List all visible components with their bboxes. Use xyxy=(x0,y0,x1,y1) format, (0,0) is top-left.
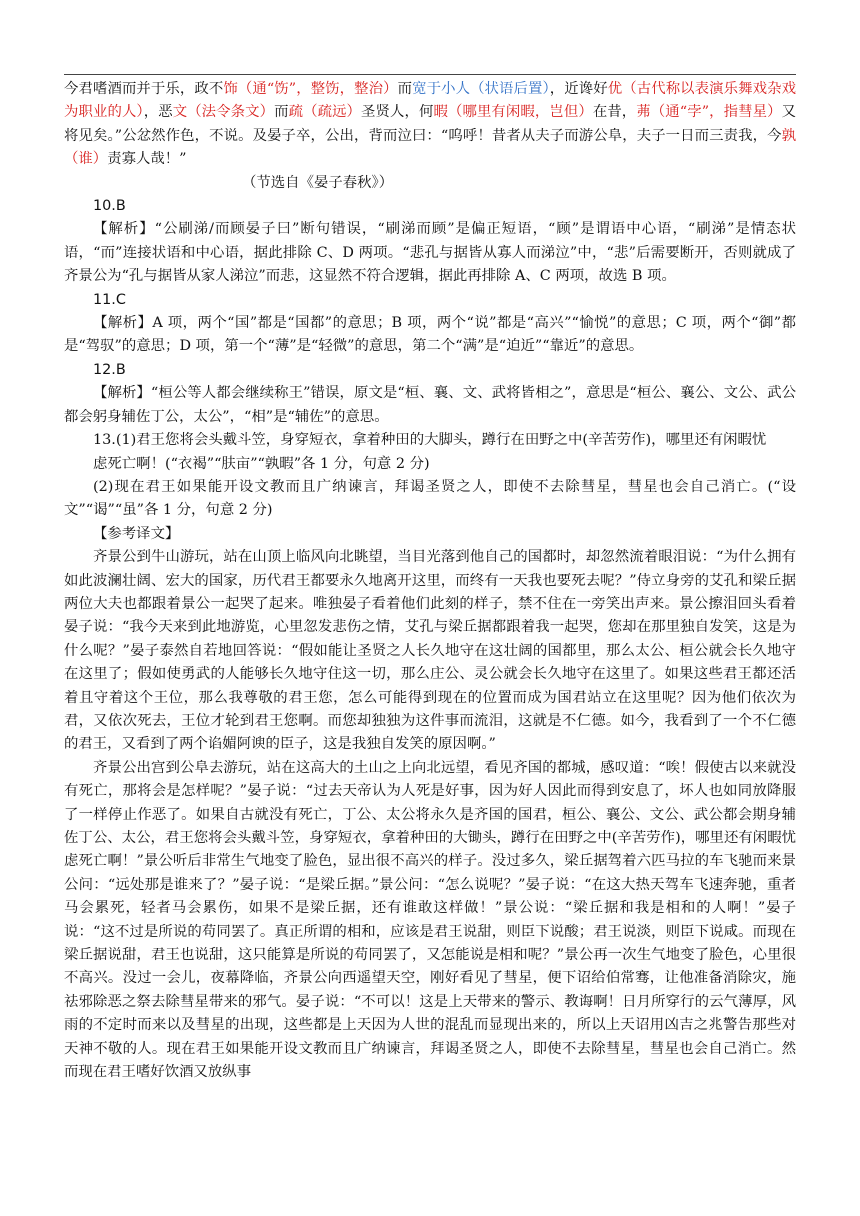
gloss-red: 孰（谁） xyxy=(64,127,796,168)
answer-11-explanation: 【解析】A 项，两个“国”都是“国都”的意思；B 项，两个“说”都是“高兴”“愉悦”的意思；C 项，两个“御”都是“驾驭”的意思；D 项，第一个“薄”是“轻微”的意思，第二个“满”是“迫近”“靠近”的意思。 xyxy=(64,315,796,355)
gloss-red: 饰（通“饬”，整饬，整治） xyxy=(223,81,398,97)
answer-10-number: 10.B xyxy=(93,198,126,215)
passage-text: ，恶 xyxy=(143,104,173,121)
answer-12-number: 12.B xyxy=(93,361,126,378)
passage-text: ，近谗好 xyxy=(549,81,608,97)
answer-10-explanation: 【解析】“公刷涕/而顾晏子曰”断句错误，“刷涕而顾”是偏正短语，“顾”是谓语中心语，“刷涕”是情态状语，“而”连接状语和中心语，据此排除 C、D 两项。“悲孔与据皆从寡人而涕泣”中，“悲”后需要断开，否则就成了齐景公为“孔与据皆从家人涕泣”而悲，这显然不符合逻辑，据此再排除 A、C 两项，故选 B 项。 xyxy=(64,221,796,285)
translation-paragraph-2: 齐景公出宫到公阜去游玩，站在这高大的土山之上向北远望，看见齐国的都城，感叹道：“唉！假使古以来就没有死亡，那将会是怎样呢？”晏子说：“过去天帝认为人死是好事，因为好人因此而得到安息了，坏人也如同放降服了一样停止作恶了。如果自古就没有死亡，丁公、太公将永久是齐国的国君，桓公、襄公、文公、武公都会期身辅佐丁公、太公，君王您将会头戴斗笠，身穿短衣，拿着种田的大锄头，蹲行在田野之中(辛苦劳作)，哪里还有闲暇忧虑死亡啊！”景公听后非常生气地变了脸色，显出很不高兴的样子。没过多久，梁丘据驾着六匹马拉的车飞驰而来景公问：“远处那是谁来了？”晏子说：“是梁丘据。”景公问：“怎么说呢？”晏子说：“在这大热天驾车飞速奔驰，重者马会累死，轻者马会累伤，如果不是梁丘据，还有谁敢这样做！”景公说：“梁丘据和我是相和的人啊！”晏子说：“这不过是所说的苟同罢了。真正所谓的相和，应该是君王说甜，则臣下说酸；君王说淡，则臣下说咸。而现在梁丘据说甜，君王也说甜，这只能算是所说的苟同罢了，又怎能说是相和呢？”景公再一次生气地变了脸色，心里很不高兴。没过一会儿，夜幕降临，齐景公向西遥望天空，刚好看见了彗星，便下诏给伯常骞，让他准备消除灾，施祛邪除恶之祭去除彗星带来的邪气。晏子说：“不可以！这是上天带来的警示、教诲啊！日月所穿行的云气薄厚，风雨的不定时而来以及彗星的出现，这些都是上天因为人世的混乱而显现出来的，所以上天诏用凶吉之兆警告那些对天神不敬的人。现在君王如果能开设文教而且广纳谏言，拜谒圣贤之人，即使不去除彗星，彗星也会自己消亡。然而现在君王嗜好饮酒又放纵事 xyxy=(64,759,796,1081)
passage-source: （节选自《晏子春秋》） xyxy=(242,174,394,191)
passage-text: 而 xyxy=(274,104,289,121)
answer-13-part1-line2: 虑死亡啊！(“衣褐”“肤亩”“孰暇”各 1 分，句意 2 分) xyxy=(93,455,430,472)
passage-text: 又将见矣。”公忿然作色，不说。及晏子卒，公出，背而泣曰：“呜呼！昔者从夫子而游公阜，夫子一日而三责我，今 xyxy=(64,104,796,144)
translation-paragraph-1: 齐景公到牛山游玩，站在山顶上临风向北眺望，当目光落到他自己的国都时，却忽然流着眼泪说：“为什么拥有如此波澜壮阔、宏大的国家，历代君王都要永久地离开这里，而终有一天我也要死去呢？”侍立身旁的艾孔和梁丘据两位大夫也都跟着景公一起哭了起来。唯独晏子看着他们此刻的样子，禁不住在一旁笑出声来。景公擦泪回头看着晏子说：“我今天来到此地游览，心里忽发悲伤之情，艾孔与梁丘据都跟着我一起哭，您却在那里独自发笑，这是为什么呢？”晏子泰然自若地回答说：“假如能让圣贤之人长久地守在这壮阔的国都里，那么太公、桓公就会长久地守在这里了；假如使勇武的人能够长久地守住这一切，那么庄公、灵公就会长久地守在这里了。如果这些君王都还活着且守着这个王位，那么我尊敬的君王您，怎么可能得到现在的位置而成为国君站立在这里呢？因为他们依次为君，又依次死去，王位才轮到君王您啊。而您却独独为这件事而流泪，这就是不仁德。如今，我看到了一个不仁德的君王，又看到了两个谄媚阿谀的臣子，这是我独自发笑的原因啊。” xyxy=(64,549,796,753)
answer-13-part1-line1: 13.(1)君王您将会头戴斗笠，身穿短衣，拿着种田的大脚头，蹲行在田野之中(辛苦劳作)，哪里还有闲暇忧 xyxy=(93,432,767,449)
answer-13-part2: (2)现在君王如果能开设文教而且广纳谏言，拜谒圣贤之人，即使不去除彗星，彗星也会自己消亡。(“设文”“谒”“虽”各 1 分，句意 2 分) xyxy=(64,478,796,519)
passage-text: 而 xyxy=(397,81,413,97)
passage-text: 责寡人哉！” xyxy=(107,151,187,168)
gloss-blue: 宽于小人（状语后置） xyxy=(412,81,550,97)
passage-text: 今君嗜酒而并于乐，政不 xyxy=(64,81,224,97)
passage-paragraph xyxy=(64,74,796,172)
passage-text: 在昔， xyxy=(592,104,637,121)
answer-12-explanation: 【解析】“桓公等人都会继续称王”错误，原文是“桓、襄、文、武将皆相之”，意思是“桓公、襄公、文公、武公都会躬身辅佐丁公，太公”，“相”是“辅佐”的意思。 xyxy=(64,385,796,425)
translation-heading: 【参考译文】 xyxy=(93,525,180,542)
document-page xyxy=(64,74,796,1084)
gloss-red: 暇（哪里有闲暇，岂但） xyxy=(433,104,593,121)
passage-text: 圣贤人，何 xyxy=(361,104,434,121)
gloss-red: 疏（疏远） xyxy=(288,104,362,121)
gloss-red: 优（古代称以表演乐舞戏杂戏为职业的人） xyxy=(64,81,796,121)
gloss-red: 茀（通“孛”，指彗星） xyxy=(636,104,782,121)
gloss-red: 文（法令条文） xyxy=(172,104,275,121)
answer-11-number: 11.C xyxy=(93,291,126,308)
